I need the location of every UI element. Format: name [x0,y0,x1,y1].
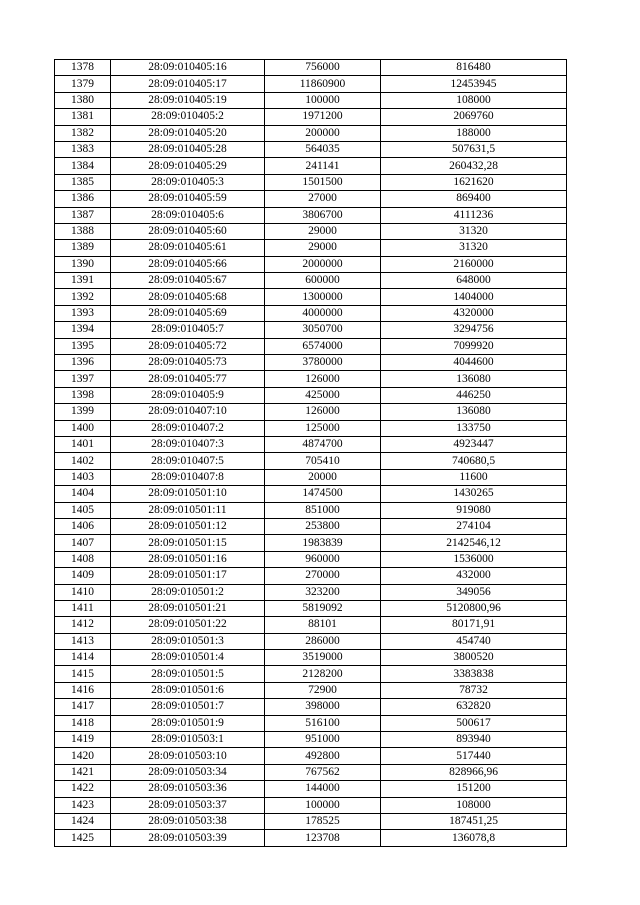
cadastral-number-cell: 28:09:010405:17 [111,76,265,92]
adjusted-value-cell: 432000 [381,568,567,584]
value-cell: 29000 [265,223,381,239]
row-number-cell: 1412 [55,617,111,633]
value-cell: 600000 [265,273,381,289]
cadastral-number-cell: 28:09:010405:29 [111,158,265,174]
row-number-cell: 1382 [55,125,111,141]
adjusted-value-cell: 31320 [381,240,567,256]
adjusted-value-cell: 454740 [381,633,567,649]
value-cell: 3780000 [265,355,381,371]
cadastral-number-cell: 28:09:010405:2 [111,109,265,125]
row-number-cell: 1386 [55,191,111,207]
row-number-cell: 1391 [55,273,111,289]
table-row [55,469,567,485]
cadastral-number-cell: 28:09:010503:39 [111,830,265,846]
cadastral-number-cell: 28:09:010405:66 [111,256,265,272]
table-row [55,748,567,764]
adjusted-value-cell: 507631,5 [381,141,567,157]
row-number-cell: 1384 [55,158,111,174]
value-cell: 3519000 [265,650,381,666]
value-cell: 851000 [265,502,381,518]
value-cell: 5819092 [265,600,381,616]
value-cell: 178525 [265,813,381,829]
adjusted-value-cell: 816480 [381,60,567,76]
adjusted-value-cell: 108000 [381,92,567,108]
table-row [55,207,567,223]
adjusted-value-cell: 133750 [381,420,567,436]
table-row [55,322,567,338]
value-cell: 125000 [265,420,381,436]
adjusted-value-cell: 78732 [381,682,567,698]
table-row [55,273,567,289]
row-number-cell: 1401 [55,436,111,452]
value-cell: 705410 [265,453,381,469]
cadastral-number-cell: 28:09:010405:28 [111,141,265,157]
row-number-cell: 1379 [55,76,111,92]
table-row [55,141,567,157]
cadastral-number-cell: 28:09:010405:3 [111,174,265,190]
value-cell: 1474500 [265,486,381,502]
cadastral-number-cell: 28:09:010405:19 [111,92,265,108]
table-row [55,223,567,239]
adjusted-value-cell: 7099920 [381,338,567,354]
value-cell: 398000 [265,699,381,715]
cadastral-number-cell: 28:09:010405:60 [111,223,265,239]
table-row [55,518,567,534]
adjusted-value-cell: 187451,25 [381,813,567,829]
adjusted-value-cell: 740680,5 [381,453,567,469]
table-row [55,305,567,321]
value-cell: 492800 [265,748,381,764]
cadastral-number-cell: 28:09:010503:1 [111,732,265,748]
cadastral-number-cell: 28:09:010501:2 [111,584,265,600]
adjusted-value-cell: 274104 [381,518,567,534]
table-row [55,191,567,207]
table-row [55,781,567,797]
table-row [55,436,567,452]
value-cell: 6574000 [265,338,381,354]
table-row [55,420,567,436]
table-body [55,60,567,847]
value-cell: 3806700 [265,207,381,223]
adjusted-value-cell: 4111236 [381,207,567,223]
row-number-cell: 1424 [55,813,111,829]
table-row [55,240,567,256]
row-number-cell: 1399 [55,404,111,420]
value-cell: 960000 [265,551,381,567]
table-row [55,158,567,174]
value-cell: 72900 [265,682,381,698]
value-cell: 270000 [265,568,381,584]
cadastral-number-cell: 28:09:010405:77 [111,371,265,387]
adjusted-value-cell: 893940 [381,732,567,748]
value-cell: 2000000 [265,256,381,272]
row-number-cell: 1413 [55,633,111,649]
table-row [55,60,567,76]
cadastral-number-cell: 28:09:010501:21 [111,600,265,616]
value-cell: 20000 [265,469,381,485]
cadastral-number-cell: 28:09:010405:6 [111,207,265,223]
adjusted-value-cell: 11600 [381,469,567,485]
row-number-cell: 1392 [55,289,111,305]
value-cell: 27000 [265,191,381,207]
value-cell: 2128200 [265,666,381,682]
table-row [55,76,567,92]
table-row [55,371,567,387]
row-number-cell: 1420 [55,748,111,764]
table-row [55,453,567,469]
adjusted-value-cell: 2069760 [381,109,567,125]
row-number-cell: 1410 [55,584,111,600]
row-number-cell: 1380 [55,92,111,108]
table-row [55,813,567,829]
table-row [55,666,567,682]
cadastral-number-cell: 28:09:010501:4 [111,650,265,666]
row-number-cell: 1398 [55,387,111,403]
row-number-cell: 1423 [55,797,111,813]
row-number-cell: 1425 [55,830,111,846]
value-cell: 29000 [265,240,381,256]
adjusted-value-cell: 188000 [381,125,567,141]
cadastral-number-cell: 28:09:010503:34 [111,764,265,780]
adjusted-value-cell: 1430265 [381,486,567,502]
table-row [55,617,567,633]
row-number-cell: 1389 [55,240,111,256]
value-cell: 100000 [265,92,381,108]
row-number-cell: 1419 [55,732,111,748]
value-cell: 1501500 [265,174,381,190]
adjusted-value-cell: 446250 [381,387,567,403]
adjusted-value-cell: 136080 [381,371,567,387]
table-row [55,256,567,272]
cadastral-number-cell: 28:09:010501:7 [111,699,265,715]
cadastral-number-cell: 28:09:010405:72 [111,338,265,354]
value-cell: 11860900 [265,76,381,92]
table-row [55,682,567,698]
adjusted-value-cell: 151200 [381,781,567,797]
adjusted-value-cell: 2160000 [381,256,567,272]
table-row [55,289,567,305]
cadastral-number-cell: 28:09:010407:3 [111,436,265,452]
row-number-cell: 1400 [55,420,111,436]
adjusted-value-cell: 349056 [381,584,567,600]
row-number-cell: 1388 [55,223,111,239]
cadastral-number-cell: 28:09:010501:6 [111,682,265,698]
table-row [55,584,567,600]
table-row [55,92,567,108]
cadastral-number-cell: 28:09:010405:20 [111,125,265,141]
adjusted-value-cell: 260432,28 [381,158,567,174]
row-number-cell: 1422 [55,781,111,797]
cadastral-number-cell: 28:09:010501:17 [111,568,265,584]
table-row [55,699,567,715]
cadastral-number-cell: 28:09:010501:5 [111,666,265,682]
value-cell: 4874700 [265,436,381,452]
adjusted-value-cell: 1621620 [381,174,567,190]
adjusted-value-cell: 1536000 [381,551,567,567]
value-cell: 123708 [265,830,381,846]
value-cell: 88101 [265,617,381,633]
adjusted-value-cell: 4044600 [381,355,567,371]
value-cell: 323200 [265,584,381,600]
row-number-cell: 1383 [55,141,111,157]
data-table [54,59,567,847]
table-row [55,535,567,551]
adjusted-value-cell: 919080 [381,502,567,518]
row-number-cell: 1409 [55,568,111,584]
value-cell: 126000 [265,371,381,387]
value-cell: 241141 [265,158,381,174]
adjusted-value-cell: 80171,91 [381,617,567,633]
value-cell: 767562 [265,764,381,780]
row-number-cell: 1395 [55,338,111,354]
value-cell: 100000 [265,797,381,813]
row-number-cell: 1411 [55,600,111,616]
cadastral-number-cell: 28:09:010405:67 [111,273,265,289]
cadastral-number-cell: 28:09:010501:9 [111,715,265,731]
table-row [55,633,567,649]
value-cell: 286000 [265,633,381,649]
adjusted-value-cell: 3294756 [381,322,567,338]
value-cell: 564035 [265,141,381,157]
adjusted-value-cell: 3383838 [381,666,567,682]
value-cell: 756000 [265,60,381,76]
value-cell: 516100 [265,715,381,731]
cadastral-number-cell: 28:09:010503:37 [111,797,265,813]
row-number-cell: 1407 [55,535,111,551]
row-number-cell: 1387 [55,207,111,223]
cadastral-number-cell: 28:09:010405:68 [111,289,265,305]
cadastral-number-cell: 28:09:010501:12 [111,518,265,534]
cadastral-number-cell: 28:09:010501:22 [111,617,265,633]
cadastral-number-cell: 28:09:010501:15 [111,535,265,551]
row-number-cell: 1418 [55,715,111,731]
value-cell: 1300000 [265,289,381,305]
row-number-cell: 1404 [55,486,111,502]
row-number-cell: 1378 [55,60,111,76]
cadastral-number-cell: 28:09:010407:8 [111,469,265,485]
table-row [55,764,567,780]
table-row [55,715,567,731]
cadastral-number-cell: 28:09:010503:10 [111,748,265,764]
row-number-cell: 1406 [55,518,111,534]
table-row [55,109,567,125]
value-cell: 3050700 [265,322,381,338]
adjusted-value-cell: 1404000 [381,289,567,305]
adjusted-value-cell: 108000 [381,797,567,813]
table-row [55,125,567,141]
row-number-cell: 1396 [55,355,111,371]
cadastral-number-cell: 28:09:010405:16 [111,60,265,76]
row-number-cell: 1408 [55,551,111,567]
adjusted-value-cell: 2142546,12 [381,535,567,551]
cadastral-number-cell: 28:09:010405:7 [111,322,265,338]
table-row [55,600,567,616]
row-number-cell: 1390 [55,256,111,272]
cadastral-number-cell: 28:09:010503:38 [111,813,265,829]
adjusted-value-cell: 517440 [381,748,567,764]
row-number-cell: 1393 [55,305,111,321]
adjusted-value-cell: 828966,96 [381,764,567,780]
table-row [55,797,567,813]
cadastral-number-cell: 28:09:010405:69 [111,305,265,321]
cadastral-number-cell: 28:09:010405:61 [111,240,265,256]
cadastral-number-cell: 28:09:010405:9 [111,387,265,403]
adjusted-value-cell: 4923447 [381,436,567,452]
adjusted-value-cell: 648000 [381,273,567,289]
cadastral-number-cell: 28:09:010501:10 [111,486,265,502]
cadastral-number-cell: 28:09:010501:3 [111,633,265,649]
row-number-cell: 1405 [55,502,111,518]
adjusted-value-cell: 31320 [381,223,567,239]
row-number-cell: 1417 [55,699,111,715]
row-number-cell: 1415 [55,666,111,682]
adjusted-value-cell: 136080 [381,404,567,420]
cadastral-number-cell: 28:09:010405:59 [111,191,265,207]
table-row [55,830,567,846]
adjusted-value-cell: 5120800,96 [381,600,567,616]
table-row [55,650,567,666]
value-cell: 1971200 [265,109,381,125]
adjusted-value-cell: 632820 [381,699,567,715]
value-cell: 126000 [265,404,381,420]
adjusted-value-cell: 12453945 [381,76,567,92]
table-row [55,732,567,748]
table-row [55,486,567,502]
value-cell: 200000 [265,125,381,141]
cadastral-number-cell: 28:09:010501:16 [111,551,265,567]
row-number-cell: 1381 [55,109,111,125]
adjusted-value-cell: 4320000 [381,305,567,321]
table-row [55,568,567,584]
row-number-cell: 1421 [55,764,111,780]
row-number-cell: 1397 [55,371,111,387]
value-cell: 425000 [265,387,381,403]
table-row [55,551,567,567]
table-row [55,404,567,420]
value-cell: 951000 [265,732,381,748]
cadastral-number-cell: 28:09:010407:10 [111,404,265,420]
adjusted-value-cell: 500617 [381,715,567,731]
cadastral-number-cell: 28:09:010501:11 [111,502,265,518]
table-row [55,502,567,518]
row-number-cell: 1414 [55,650,111,666]
row-number-cell: 1385 [55,174,111,190]
table-row [55,355,567,371]
adjusted-value-cell: 869400 [381,191,567,207]
value-cell: 144000 [265,781,381,797]
value-cell: 253800 [265,518,381,534]
row-number-cell: 1403 [55,469,111,485]
value-cell: 4000000 [265,305,381,321]
cadastral-number-cell: 28:09:010503:36 [111,781,265,797]
adjusted-value-cell: 136078,8 [381,830,567,846]
table-row [55,387,567,403]
cadastral-number-cell: 28:09:010407:2 [111,420,265,436]
table-row [55,338,567,354]
table-row [55,174,567,190]
row-number-cell: 1402 [55,453,111,469]
adjusted-value-cell: 3800520 [381,650,567,666]
value-cell: 1983839 [265,535,381,551]
row-number-cell: 1394 [55,322,111,338]
row-number-cell: 1416 [55,682,111,698]
cadastral-number-cell: 28:09:010407:5 [111,453,265,469]
cadastral-number-cell: 28:09:010405:73 [111,355,265,371]
